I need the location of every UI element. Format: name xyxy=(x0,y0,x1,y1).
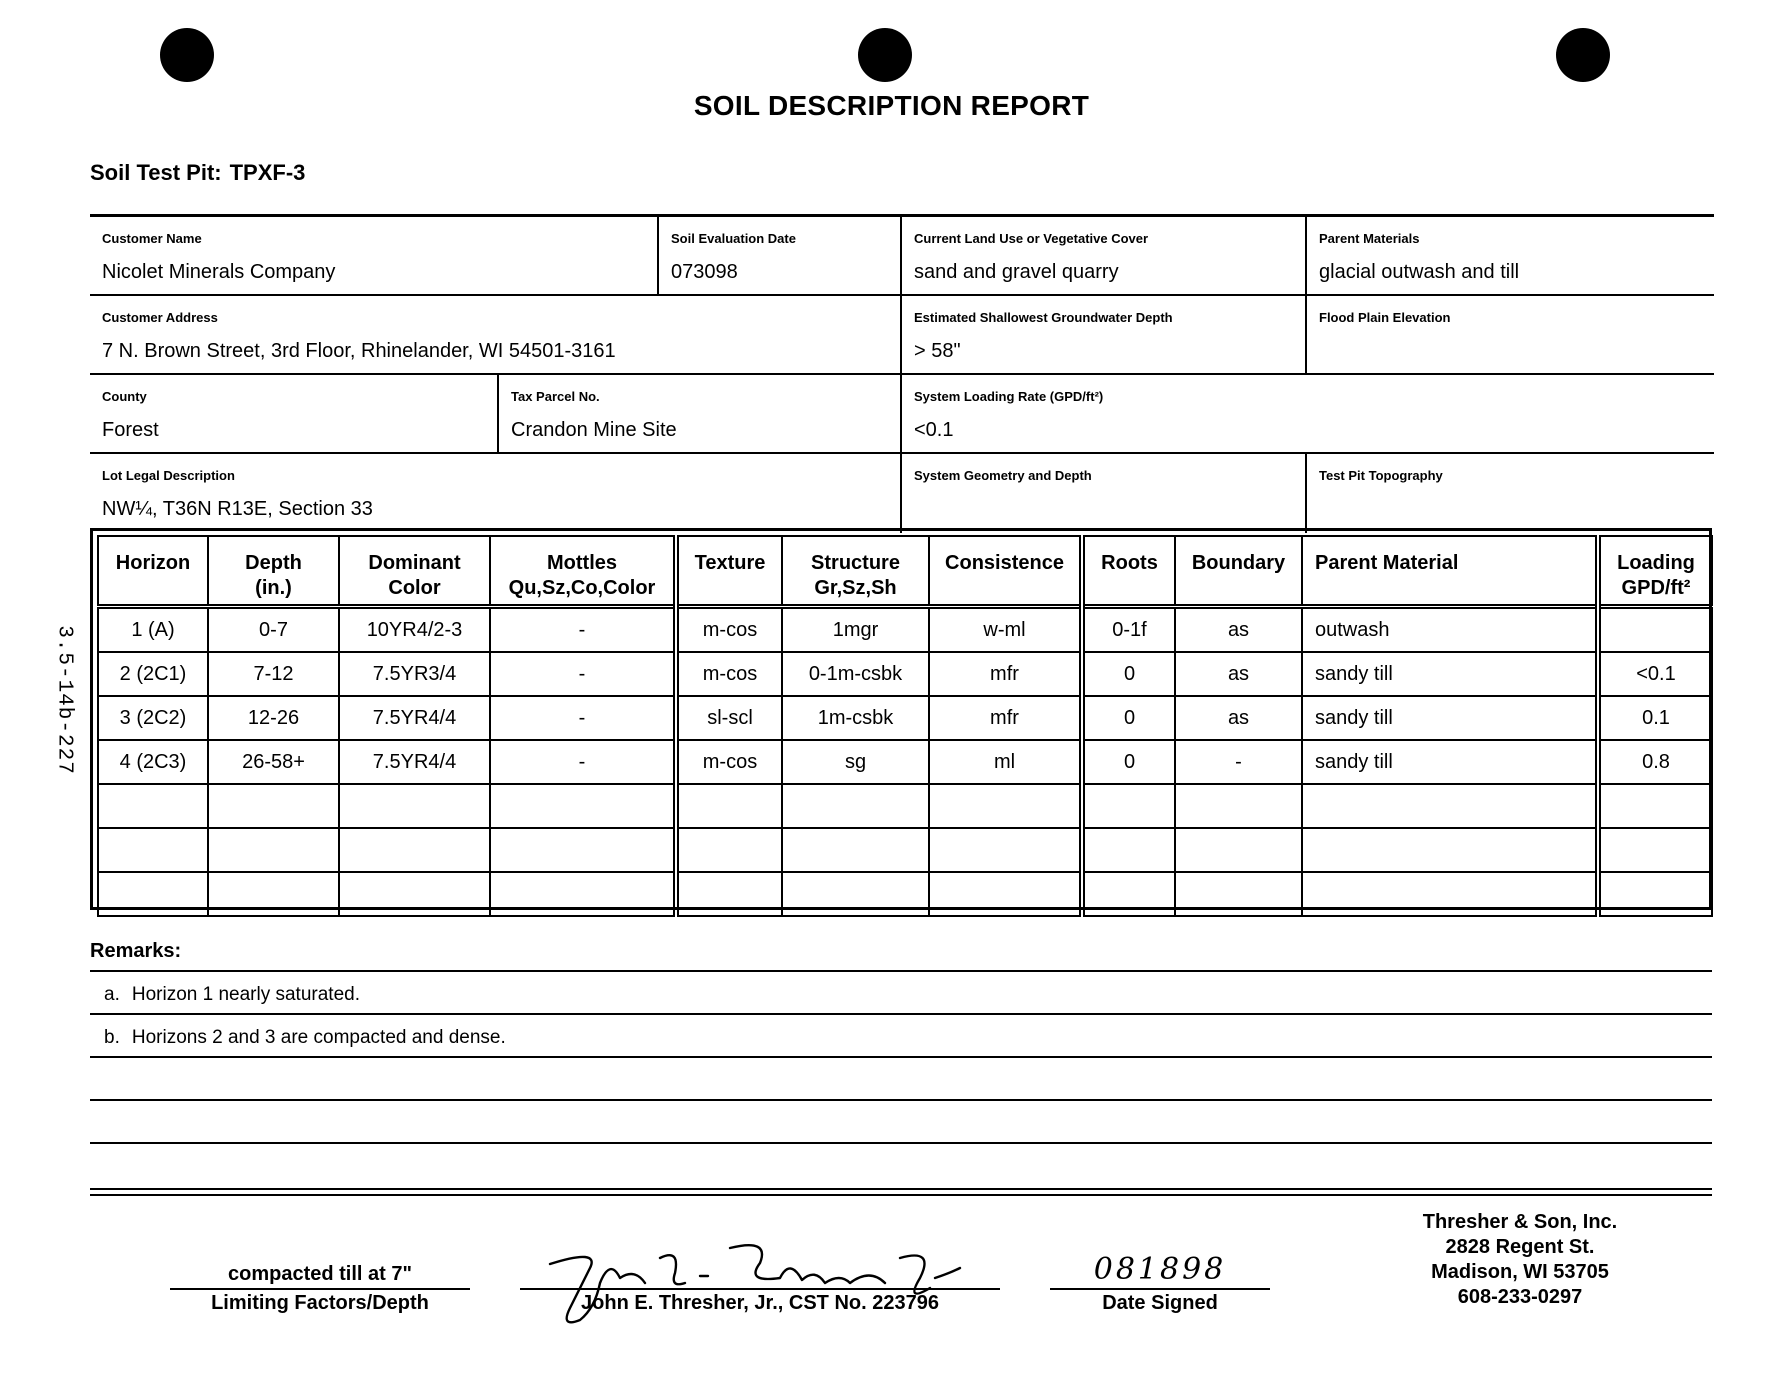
cell-texture xyxy=(676,872,782,916)
cell-consistence: w-ml xyxy=(929,607,1082,653)
customer-name-cell xyxy=(90,217,659,296)
cell-loading xyxy=(1598,784,1712,828)
cell-roots: 0 xyxy=(1082,740,1175,784)
lot-legal-cell xyxy=(90,454,902,533)
cell-depth: 0-7 xyxy=(208,607,339,653)
header-horizon-line: Horizon xyxy=(115,552,191,574)
tax-parcel-label: Tax Parcel No. xyxy=(511,389,600,404)
cell-texture: m-cos xyxy=(676,740,782,784)
header-depth xyxy=(208,536,339,607)
cell-parent-material xyxy=(1302,828,1598,872)
cell-boundary: as xyxy=(1175,652,1302,696)
cell-texture xyxy=(676,828,782,872)
company-phone: 608-233-0297 xyxy=(1457,1286,1583,1308)
header-boundary xyxy=(1175,536,1302,607)
test-pit-label: Soil Test Pit: xyxy=(90,160,222,185)
remarks-line-4 xyxy=(90,1099,1712,1101)
cell-consistence: ml xyxy=(929,740,1082,784)
cell-structure: sg xyxy=(782,740,929,784)
cell-loading xyxy=(1598,607,1712,653)
remark-b-letter: b. xyxy=(104,1027,120,1048)
cell-boundary: as xyxy=(1175,696,1302,740)
cell-parent-material xyxy=(1302,784,1598,828)
cell-dominant-color: 10YR4/2-3 xyxy=(339,607,490,653)
cell-parent-material xyxy=(1302,872,1598,916)
header-mottles xyxy=(490,536,676,607)
cell-mottles: - xyxy=(490,652,676,696)
side-stamp-text: 3.5-14b-227 xyxy=(52,625,76,775)
remark-a xyxy=(104,984,372,1006)
evaluation-date-label: Soil Evaluation Date xyxy=(671,231,796,246)
cell-dominant-color xyxy=(339,872,490,916)
date-signed-label: Date Signed xyxy=(1102,1292,1218,1314)
parent-materials-cell xyxy=(1307,217,1714,296)
cell-mottles xyxy=(490,784,676,828)
header-mottles-line: Qu,Sz,Co,Color xyxy=(508,577,656,599)
tax-parcel-value: Crandon Mine Site xyxy=(511,419,677,441)
loading-rate-value: <0.1 xyxy=(914,419,954,441)
header-loading xyxy=(1598,536,1712,607)
soil-horizon-table xyxy=(90,528,1712,910)
cell-roots xyxy=(1082,872,1175,916)
remarks-label: Remarks: xyxy=(90,940,182,962)
cell-mottles: - xyxy=(490,740,676,784)
header-horizon xyxy=(98,536,208,607)
cell-dominant-color: 7.5YR4/4 xyxy=(339,696,490,740)
topography-cell xyxy=(1307,454,1714,533)
cell-dominant-color: 7.5YR3/4 xyxy=(339,652,490,696)
cell-consistence: mfr xyxy=(929,652,1082,696)
header-consistence-line: Consistence xyxy=(945,552,1064,574)
remark-b-text: Horizons 2 and 3 are compacted and dense. xyxy=(131,1027,506,1048)
cell-parent-material: outwash xyxy=(1302,607,1598,653)
cell-texture: m-cos xyxy=(676,652,782,696)
table-row xyxy=(98,740,1712,784)
signer-name: John E. Thresher, Jr., CST No. 223796 xyxy=(581,1292,939,1314)
cell-roots: 0-1f xyxy=(1082,607,1175,653)
header-parent-material xyxy=(1302,536,1598,607)
cell-horizon: 2 (2C1) xyxy=(98,652,208,696)
cell-parent-material: sandy till xyxy=(1302,652,1598,696)
cell-mottles xyxy=(490,872,676,916)
county-label: County xyxy=(102,389,147,404)
customer-name-value: Nicolet Minerals Company xyxy=(102,261,336,283)
cell-horizon xyxy=(98,872,208,916)
report-title: SOIL DESCRIPTION REPORT xyxy=(693,90,1090,121)
header-texture xyxy=(676,536,782,607)
cell-consistence: mfr xyxy=(929,696,1082,740)
land-use-label: Current Land Use or Vegetative Cover xyxy=(914,231,1149,246)
header-dominant-color-line: Color xyxy=(388,577,441,599)
loading-rate-cell xyxy=(902,375,1714,454)
groundwater-depth-value: > 58" xyxy=(914,340,961,362)
company-city: Madison, WI 53705 xyxy=(1431,1261,1609,1283)
flood-plain-label: Flood Plain Elevation xyxy=(1319,310,1451,325)
cell-depth xyxy=(208,784,339,828)
land-use-value: sand and gravel quarry xyxy=(914,261,1119,283)
header-dominant-color xyxy=(339,536,490,607)
geometry-label: System Geometry and Depth xyxy=(914,468,1092,483)
customer-name-label: Customer Name xyxy=(102,231,202,246)
cell-parent-material: sandy till xyxy=(1302,740,1598,784)
cell-consistence xyxy=(929,784,1082,828)
cell-depth xyxy=(208,872,339,916)
company-street: 2828 Regent St. xyxy=(1445,1236,1595,1258)
header-boundary-line: Boundary xyxy=(1191,552,1286,574)
table-row xyxy=(98,784,1712,828)
land-use-cell xyxy=(902,217,1307,296)
table-row xyxy=(98,696,1712,740)
groundwater-depth-cell xyxy=(902,296,1307,375)
table-row xyxy=(98,652,1712,696)
header-loading-line: Loading xyxy=(1617,552,1695,574)
header-depth-line: Depth xyxy=(245,552,302,574)
lot-legal-label: Lot Legal Description xyxy=(102,468,235,483)
cell-depth xyxy=(208,828,339,872)
county-value: Forest xyxy=(102,419,159,441)
cell-horizon xyxy=(98,784,208,828)
cell-consistence xyxy=(929,872,1082,916)
header-structure-line: Structure xyxy=(811,552,900,574)
cell-loading: 0.1 xyxy=(1598,696,1712,740)
header-loading-line: GPD/ft² xyxy=(1621,577,1691,599)
cell-mottles: - xyxy=(490,696,676,740)
cell-depth: 12-26 xyxy=(208,696,339,740)
remarks-line-5 xyxy=(90,1142,1712,1144)
test-pit-value: TPXF-3 xyxy=(229,160,306,185)
cell-roots xyxy=(1082,784,1175,828)
cell-loading: 0.8 xyxy=(1598,740,1712,784)
side-stamp xyxy=(36,600,92,800)
cell-horizon: 1 (A) xyxy=(98,607,208,653)
cell-dominant-color xyxy=(339,828,490,872)
tax-parcel-cell xyxy=(499,375,902,454)
topography-label: Test Pit Topography xyxy=(1319,468,1443,483)
date-signed-line xyxy=(1050,1288,1270,1290)
header-consistence xyxy=(929,536,1082,607)
cell-structure xyxy=(782,872,929,916)
evaluation-date-cell xyxy=(659,217,902,296)
punch-hole-right xyxy=(1556,28,1610,82)
remark-b xyxy=(104,1027,518,1049)
cell-texture: m-cos xyxy=(676,607,782,653)
cell-horizon xyxy=(98,828,208,872)
remark-a-letter: a. xyxy=(104,984,120,1005)
remarks-line-3 xyxy=(90,1056,1712,1058)
soil-test-pit xyxy=(90,160,305,186)
cell-horizon: 4 (2C3) xyxy=(98,740,208,784)
loading-rate-label: System Loading Rate (GPD/ft²) xyxy=(914,389,1104,404)
header-structure xyxy=(782,536,929,607)
limiting-factors-line xyxy=(170,1288,470,1290)
cell-loading: <0.1 xyxy=(1598,652,1712,696)
cell-mottles: - xyxy=(490,607,676,653)
header-roots-line: Roots xyxy=(1101,552,1158,574)
cell-boundary: as xyxy=(1175,607,1302,653)
header-texture-line: Texture xyxy=(694,552,766,574)
header-structure-line: Gr,Sz,Sh xyxy=(814,577,897,599)
header-mottles-line: Mottles xyxy=(547,552,617,574)
signature-line xyxy=(520,1288,1000,1290)
table-row xyxy=(98,607,1712,653)
company-block xyxy=(1380,1210,1660,1310)
remarks-line-1 xyxy=(90,970,1712,972)
county-cell xyxy=(90,375,499,454)
evaluation-date-value: 073098 xyxy=(671,261,738,283)
cell-structure xyxy=(782,828,929,872)
cell-depth: 7-12 xyxy=(208,652,339,696)
limiting-factors-label: Limiting Factors/Depth xyxy=(211,1292,429,1314)
groundwater-depth-label: Estimated Shallowest Groundwater Depth xyxy=(914,310,1173,325)
header-parent-material-line: Parent Material xyxy=(1315,552,1459,574)
cell-mottles xyxy=(490,828,676,872)
remark-a-text: Horizon 1 nearly saturated. xyxy=(131,984,360,1005)
cell-roots: 0 xyxy=(1082,696,1175,740)
cell-loading xyxy=(1598,828,1712,872)
cell-dominant-color xyxy=(339,784,490,828)
punch-hole-left xyxy=(160,28,214,82)
cell-parent-material: sandy till xyxy=(1302,696,1598,740)
footer-double-rule xyxy=(90,1188,1712,1196)
cell-structure: 0-1m-csbk xyxy=(782,652,929,696)
limiting-factors-value: compacted till at 7" xyxy=(228,1263,412,1285)
table-row xyxy=(98,872,1712,916)
cell-structure: 1m-csbk xyxy=(782,696,929,740)
geometry-cell xyxy=(902,454,1307,533)
cell-depth: 26-58+ xyxy=(208,740,339,784)
remarks-line-2 xyxy=(90,1013,1712,1015)
customer-address-cell xyxy=(90,296,902,375)
punch-hole-center xyxy=(858,28,912,82)
date-signed-value: 081898 xyxy=(1093,1252,1227,1287)
cell-texture xyxy=(676,784,782,828)
cell-roots xyxy=(1082,828,1175,872)
cell-boundary xyxy=(1175,872,1302,916)
cell-structure: 1mgr xyxy=(782,607,929,653)
cell-dominant-color: 7.5YR4/4 xyxy=(339,740,490,784)
info-grid xyxy=(90,214,1714,533)
cell-boundary xyxy=(1175,828,1302,872)
flood-plain-cell xyxy=(1307,296,1714,375)
parent-materials-label: Parent Materials xyxy=(1319,231,1420,246)
cell-consistence xyxy=(929,828,1082,872)
cell-texture: sl-scl xyxy=(676,696,782,740)
header-depth-line: (in.) xyxy=(255,577,292,599)
cell-loading xyxy=(1598,872,1712,916)
cell-structure xyxy=(782,784,929,828)
cell-boundary: - xyxy=(1175,740,1302,784)
soil-table xyxy=(97,535,1713,917)
parent-materials-value: glacial outwash and till xyxy=(1319,261,1520,283)
cell-horizon: 3 (2C2) xyxy=(98,696,208,740)
cell-boundary xyxy=(1175,784,1302,828)
header-dominant-color-line: Dominant xyxy=(368,552,461,574)
cell-roots: 0 xyxy=(1082,652,1175,696)
customer-address-label: Customer Address xyxy=(102,310,218,325)
customer-address-value: 7 N. Brown Street, 3rd Floor, Rhinelander, WI 54501-3161 xyxy=(102,340,616,362)
header-roots xyxy=(1082,536,1175,607)
lot-legal-value: NW¼, T36N R13E, Section 33 xyxy=(102,498,373,520)
company-name: Thresher & Son, Inc. xyxy=(1422,1211,1618,1233)
table-row xyxy=(98,828,1712,872)
